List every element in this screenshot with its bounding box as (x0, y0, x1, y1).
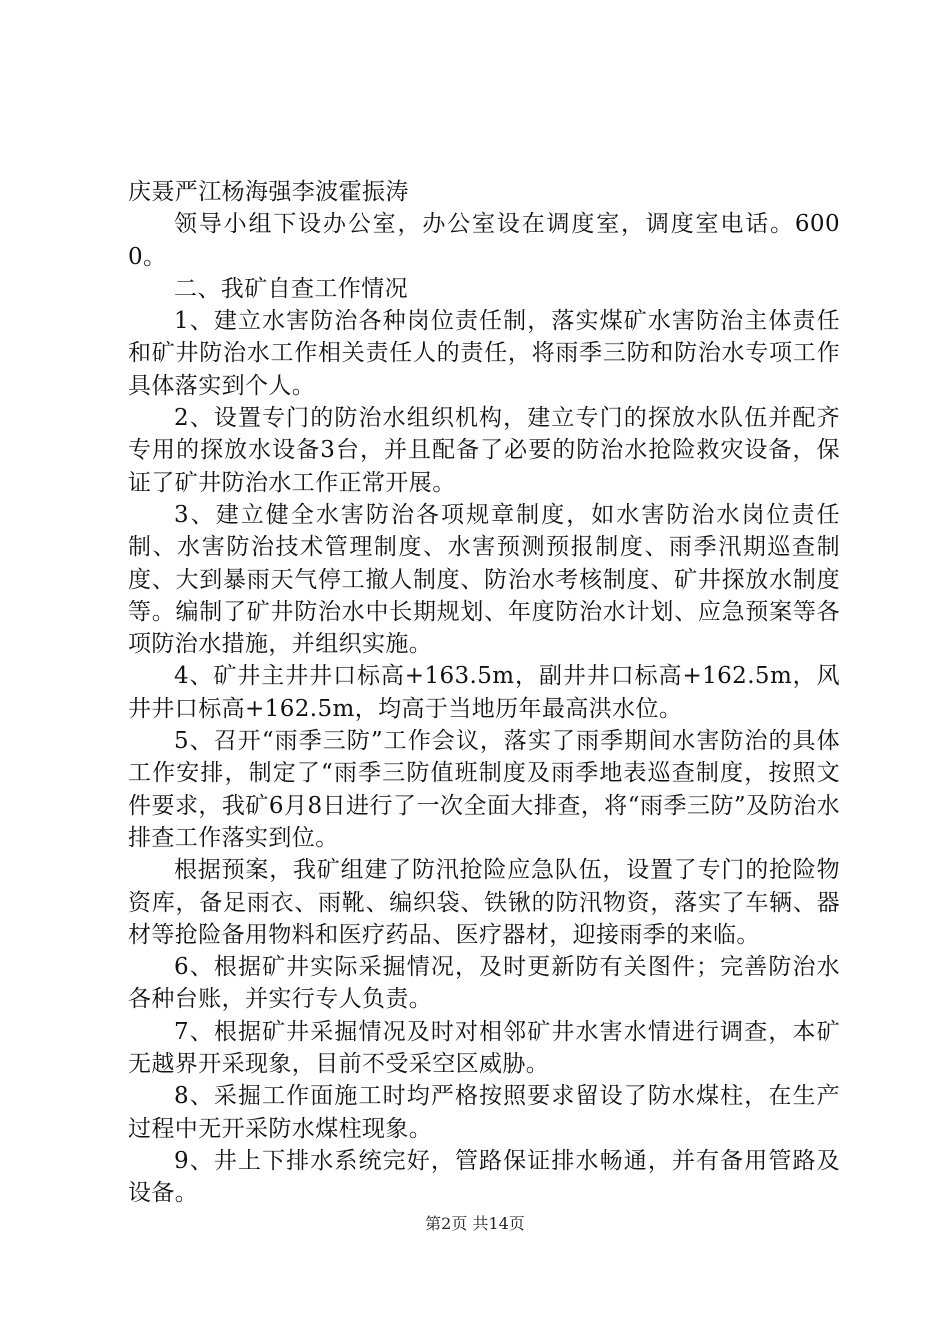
item-7-paragraph: 7、根据矿井采掘情况及时对相邻矿井水害水情进行调查，本矿无越界开采现象，目前不受采空区威胁。 (128, 1018, 840, 1078)
item-6-paragraph: 6、根据矿井实际采掘情况，及时更新防有关图件；完善防治水各种台账，并实行专人负责。 (128, 954, 840, 1013)
section-heading: 二、我矿自查工作情况 (174, 275, 408, 302)
document-body (128, 176, 840, 1210)
item-8-paragraph: 8、采掘工作面施工时均严格按照要求留设了防水煤柱，在生产过程中无开采防水煤柱现象。 (128, 1083, 840, 1142)
item-9-paragraph: 9、井上下排水系统完好，管路保证排水畅通，并有备用管路及设备。 (128, 1147, 840, 1207)
item-3-paragraph: 3、建立健全水害防治各项规章制度，如水害防治水岗位责任制、水害防治技术管理制度、水害预测预报制度、雨季汛期巡查制度、大到暴雨天气停工撤人制度、防治水考核制度、矿井探放水制度等。编制了矿井防治水中长期规划、年度防治水计划、应急预案等各项防治水措施，并组织实施。 (128, 501, 840, 658)
item-5-paragraph: 5、召开“雨季三防”工作会议，落实了雨季期间水害防治的具体工作安排，制定了“雨季三防值班制度及雨季地表巡查制度，按照文件要求，我矿6月8日进行了一次全面大排查，将“雨季三防”及防治水排查工作落实到位。 (128, 728, 840, 851)
office-paragraph: 领导小组下设办公室，办公室设在调度室，调度室电话。6000。 (128, 211, 840, 270)
item-2-paragraph: 2、设置专门的防治水组织机构，建立专门的探放水队伍并配齐专用的探放水设备3台，并且配备了必要的防治水抢险救灾设备，保证了矿井防治水工作正常开展。 (128, 405, 840, 496)
item-4-paragraph: 4、矿井主井井口标高+163.5m，副井井口标高+162.5m，风井井口标高+162.5m，均高于当地历年最高洪水位。 (128, 663, 840, 722)
item-1-paragraph: 1、建立水害防治各种岗位责任制，落实煤矿水害防治主体责任和矿井防治水工作相关责任人的责任，将雨季三防和防治水专项工作具体落实到个人。 (128, 308, 840, 399)
page-number-footer: 第2页 共14页 (425, 1214, 525, 1233)
names-line: 庆聂严江杨海强李波霍振涛 (128, 179, 409, 205)
plan-paragraph: 根据预案，我矿组建了防汛抢险应急队伍，设置了专门的抢险物资库，备足雨衣、雨靴、编织袋、铁锹的防汛物资，落实了车辆、器材等抢险备用物料和医疗药品、医疗器材，迎接雨季的来临。 (128, 857, 840, 948)
